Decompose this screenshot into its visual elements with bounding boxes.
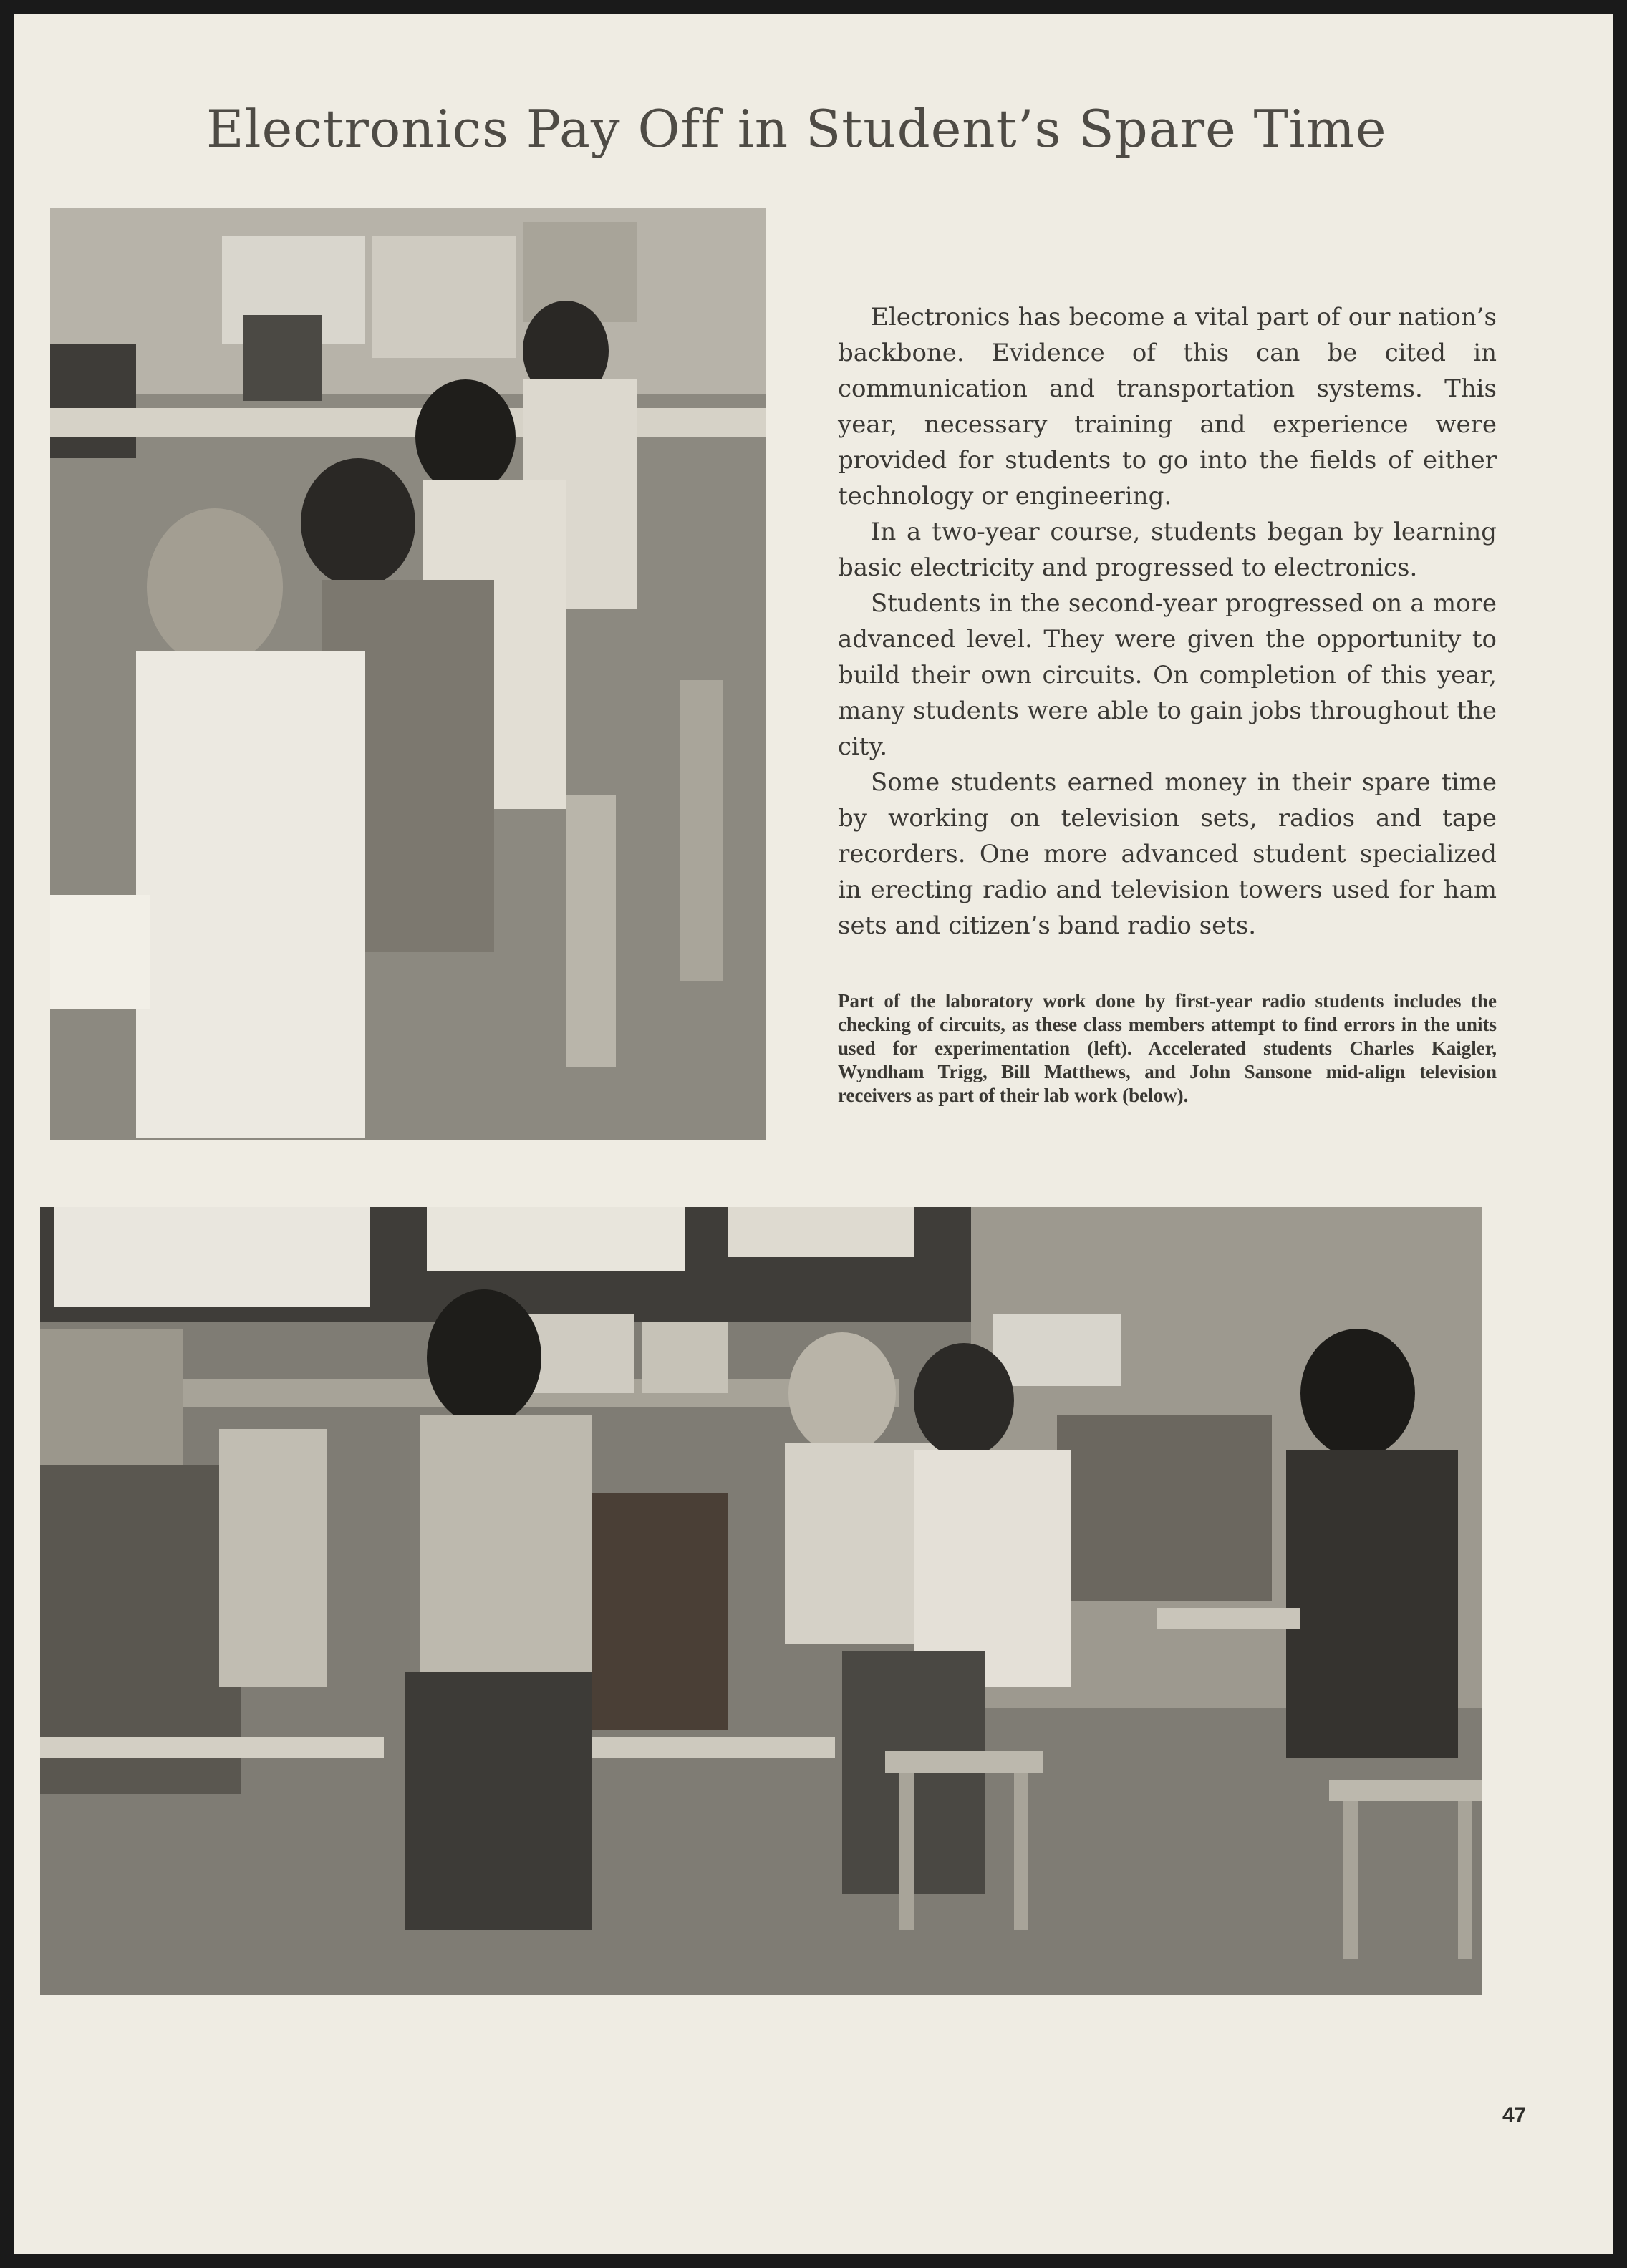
page-number: 47 <box>1502 2103 1527 2127</box>
photo-television-alignment <box>40 1207 1482 1995</box>
yearbook-page <box>14 14 1613 2254</box>
photo-caption: Part of the laboratory work done by first-year radio students includes the checking of circuits, as these class members attempt to find errors in the units used for experimentation (left). Accelerated students Charles Kaigler, Wyndham Trigg, Bill Matthews, and John Sansone mid-align television receivers as part of their lab work (below). <box>838 990 1497 1106</box>
photo-circuit-lab <box>50 208 766 1140</box>
article-paragraph: Electronics has become a vital part of our nation’s backbone. Evidence of this can be cited in communication and transportation systems. This year, necessary training and experience were provided for students to go into the fields of either technology or engineering. <box>838 303 1497 510</box>
page-title: Electronics Pay Off in Student’s Spare Time <box>206 99 1387 159</box>
article-body <box>838 299 1497 944</box>
photo-circuit-lab-illustration <box>50 208 766 1140</box>
article-paragraph: In a two-year course, students began by learning basic electricity and progressed to electronics. <box>838 518 1497 582</box>
article-paragraph: Some students earned money in their spare time by working on television sets, radios and tape recorders. One more advanced student specialized in erecting radio and television towers used for ham sets and citizen’s band radio sets. <box>838 768 1497 940</box>
photo-television-alignment-illustration <box>40 1207 1482 1995</box>
article-paragraph: Students in the second-year progressed on a more advanced level. They were given the opportunity to build their own circuits. On completion of this year, many students were able to gain jobs throughout the city. <box>838 589 1497 761</box>
